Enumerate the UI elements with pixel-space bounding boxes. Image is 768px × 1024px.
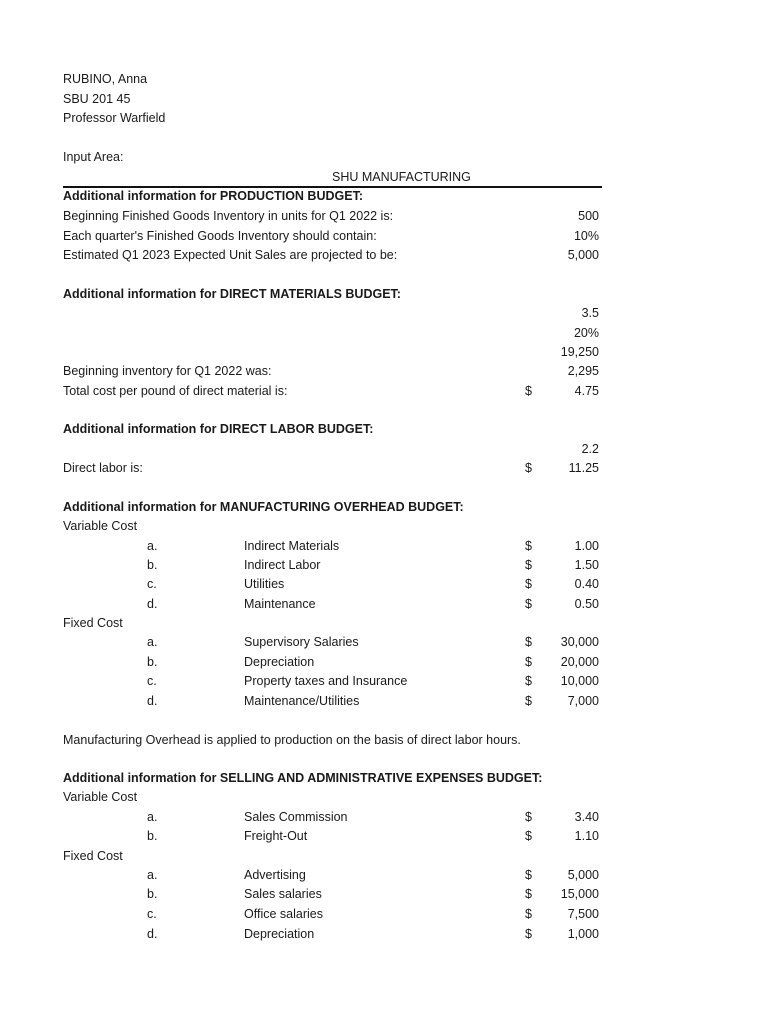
labor-label: Direct labor is: [63, 461, 143, 475]
item-value: 1,000 [567, 927, 599, 941]
item-name: Indirect Materials [244, 539, 340, 553]
item-letter: b. [147, 558, 158, 572]
dollar-sign: $ [525, 887, 532, 901]
labor-rate-value: 11.25 [568, 461, 599, 475]
item-value: 10,000 [560, 674, 599, 688]
dollar-sign: $ [525, 674, 532, 688]
dollar-sign: $ [525, 907, 532, 921]
item-value: 15,000 [560, 887, 599, 901]
materials-value: 20% [573, 326, 599, 340]
dollar-sign: $ [525, 810, 532, 824]
item-letter: b. [147, 829, 158, 843]
selling-fixed-label: Fixed Cost [63, 849, 123, 863]
item-value: 1.10 [574, 829, 599, 843]
production-row-label: Estimated Q1 2023 Expected Unit Sales are projected to be: [63, 248, 398, 262]
item-letter: d. [147, 927, 158, 941]
item-value: 0.40 [574, 577, 599, 591]
selling-variable-label: Variable Cost [63, 790, 138, 804]
item-letter: a. [147, 635, 158, 649]
overhead-heading: Additional information for MANUFACTURING OVERHEAD BUDGET: [63, 500, 464, 514]
item-value: 5,000 [567, 868, 599, 882]
item-letter: d. [147, 597, 158, 611]
item-name: Depreciation [244, 655, 315, 669]
item-value: 30,000 [560, 635, 599, 649]
item-letter: c. [147, 907, 157, 921]
production-heading: Additional information for PRODUCTION BUDGET: [63, 189, 363, 203]
dollar-sign: $ [525, 829, 532, 843]
overhead-note: Manufacturing Overhead is applied to production on the basis of direct labor hours. [63, 733, 521, 747]
item-value: 1.50 [574, 558, 599, 572]
dollar-sign: $ [525, 635, 532, 649]
student-name: RUBINO, Anna [63, 72, 148, 86]
production-row-value: 10% [573, 229, 599, 243]
item-name: Utilities [244, 577, 285, 591]
item-value: 3.40 [574, 810, 599, 824]
selling-heading: Additional information for SELLING AND ADMINISTRATIVE EXPENSES BUDGET: [63, 771, 543, 785]
dollar-sign: $ [525, 461, 532, 475]
materials-value: 19,250 [560, 345, 599, 359]
item-name: Maintenance/Utilities [244, 694, 360, 708]
overhead-fixed-label: Fixed Cost [63, 616, 123, 630]
production-row-value: 500 [578, 209, 599, 223]
course-code: SBU 201 45 [63, 92, 131, 106]
professor-name: Professor Warfield [63, 111, 166, 125]
input-area-label: Input Area: [63, 150, 124, 164]
item-name: Freight-Out [244, 829, 308, 843]
materials-value: 3.5 [581, 306, 599, 320]
production-row-label: Beginning Finished Goods Inventory in units for Q1 2022 is: [63, 209, 394, 223]
item-value: 7,500 [567, 907, 599, 921]
item-value: 20,000 [560, 655, 599, 669]
item-letter: b. [147, 887, 158, 901]
item-letter: c. [147, 577, 157, 591]
production-row-label: Each quarter's Finished Goods Inventory should contain: [63, 229, 377, 243]
materials-row-label: Beginning inventory for Q1 2022 was: [63, 364, 272, 378]
item-name: Indirect Labor [244, 558, 321, 572]
overhead-variable-label: Variable Cost [63, 519, 138, 533]
item-name: Depreciation [244, 927, 315, 941]
item-letter: a. [147, 868, 158, 882]
production-row-value: 5,000 [567, 248, 599, 262]
dollar-sign: $ [525, 927, 532, 941]
dollar-sign: $ [525, 384, 532, 398]
item-name: Maintenance [244, 597, 316, 611]
item-name: Advertising [244, 868, 306, 882]
dollar-sign: $ [525, 539, 532, 553]
item-name: Sales salaries [244, 887, 322, 901]
item-letter: d. [147, 694, 158, 708]
materials-heading: Additional information for DIRECT MATERIALS BUDGET: [63, 287, 401, 301]
item-name: Sales Commission [244, 810, 348, 824]
item-value: 0.50 [574, 597, 599, 611]
item-value: 1.00 [574, 539, 599, 553]
labor-value: 2.2 [581, 442, 599, 456]
materials-row-value: 4.75 [574, 384, 599, 398]
company-title: SHU MANUFACTURING [332, 170, 471, 184]
dollar-sign: $ [525, 655, 532, 669]
item-letter: b. [147, 655, 158, 669]
item-value: 7,000 [567, 694, 599, 708]
item-name: Office salaries [244, 907, 323, 921]
dollar-sign: $ [525, 597, 532, 611]
materials-row-value: 2,295 [567, 364, 599, 378]
dollar-sign: $ [525, 868, 532, 882]
item-name: Property taxes and Insurance [244, 674, 408, 688]
dollar-sign: $ [525, 694, 532, 708]
dollar-sign: $ [525, 577, 532, 591]
item-letter: c. [147, 674, 157, 688]
dollar-sign: $ [525, 558, 532, 572]
item-letter: a. [147, 810, 158, 824]
item-letter: a. [147, 539, 158, 553]
materials-row-label: Total cost per pound of direct material is: [63, 384, 288, 398]
item-name: Supervisory Salaries [244, 635, 359, 649]
labor-heading: Additional information for DIRECT LABOR BUDGET: [63, 422, 374, 436]
